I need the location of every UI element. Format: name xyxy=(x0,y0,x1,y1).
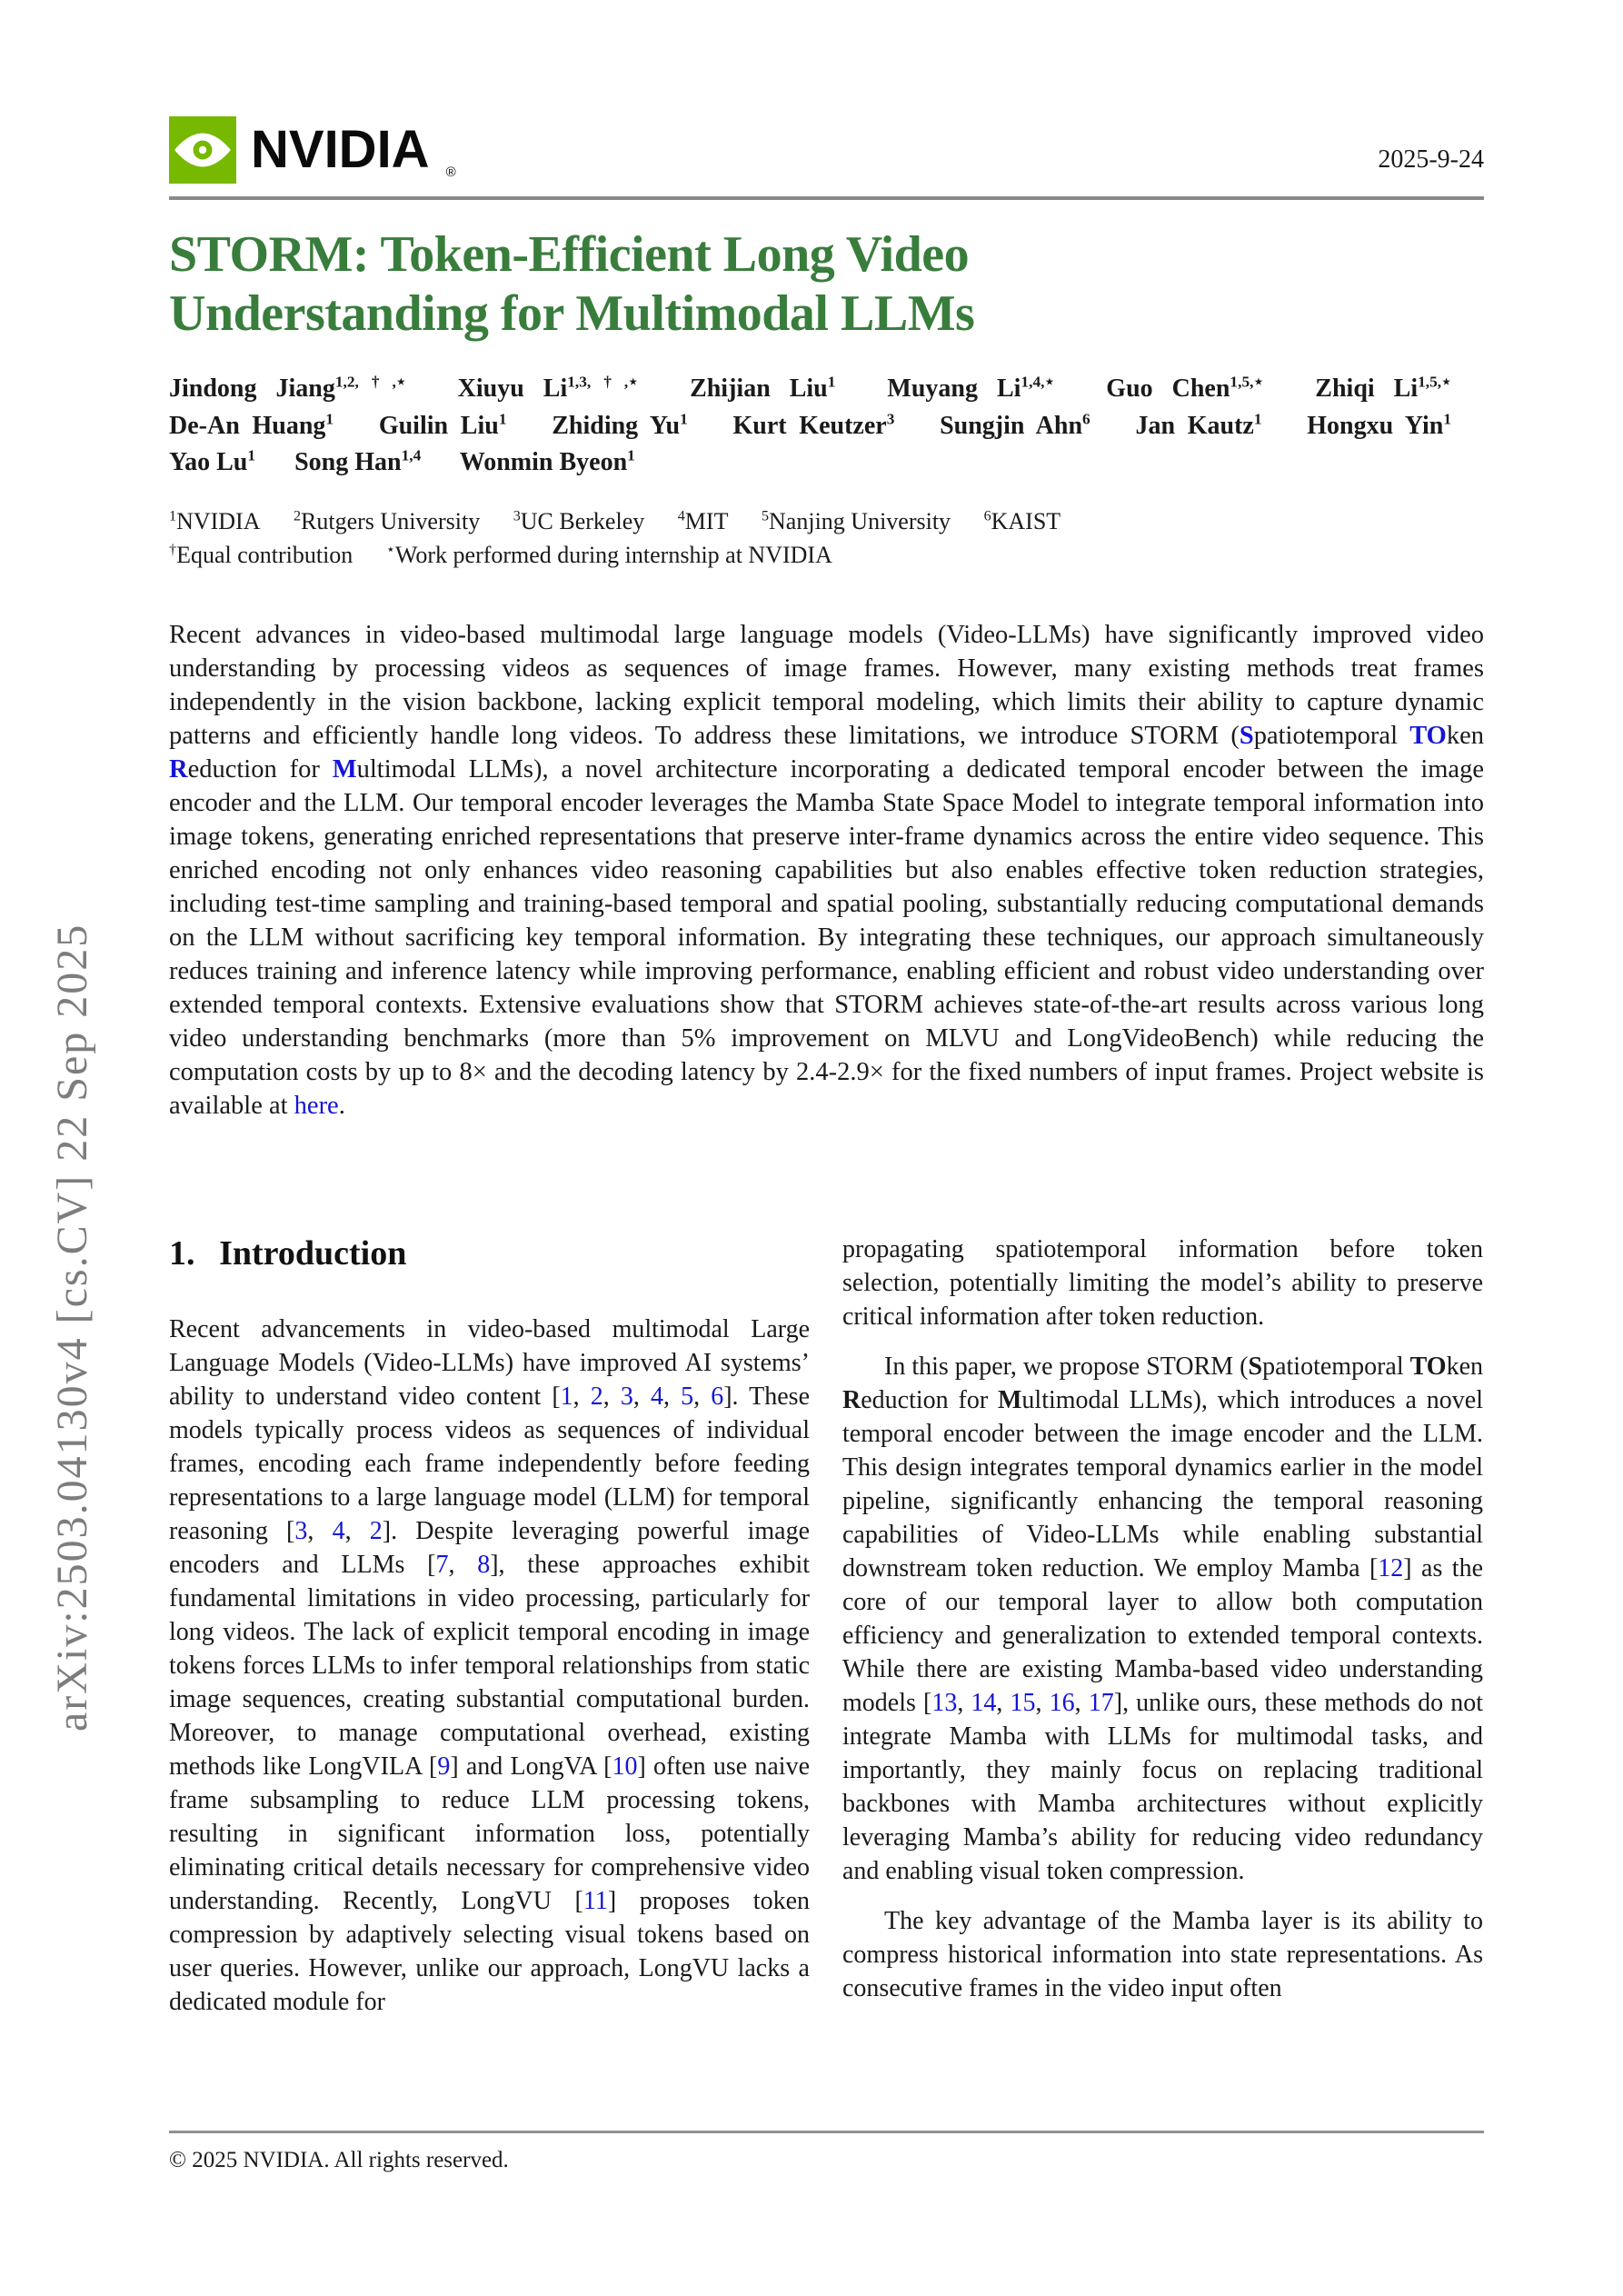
text-segment: ]. These models typically process videos as sequences of individual frames, encoding each frame independently before feeding representations to a large language model (LLM) for temporal reasoning [ xyxy=(169,1382,811,1545)
author-name: De-An Huang$^1$ xyxy=(169,410,334,440)
intro-right-paragraph-3 xyxy=(842,1904,1483,2005)
citation-link[interactable]: 4 xyxy=(651,1382,663,1411)
text-segment: . xyxy=(338,1092,345,1120)
citation-link[interactable]: 11 xyxy=(582,1886,608,1915)
author-name: Song Han$^{1,4}$ xyxy=(294,446,422,477)
author-name: Jan Kautz$^1$ xyxy=(1135,410,1262,440)
text-segment: ] as the core of our temporal layer to allow both computation efficiency and generalization to extended temporal contexts. While there are existing Mamba-based video understanding models [ xyxy=(842,1554,1483,1717)
text-segment: , xyxy=(957,1689,971,1717)
affiliation: $^2$Rutgers University xyxy=(293,508,481,534)
text-segment: , xyxy=(307,1516,333,1545)
left-column xyxy=(169,1233,810,2019)
text-segment: S xyxy=(1248,1353,1263,1381)
text-segment: Recent advances in video-based multimodal large language models (Video-LLMs) have significantly improved video understanding by processing videos as sequences of image frames. However, many existing methods treat frames independently in the vision backbone, lacking explicit temporal modeling, which limits their ability to capture dynamic patterns and efficiently handle long videos. To address these limitations, we introduce STORM ( xyxy=(169,621,1484,750)
text-segment: The key advantage of the Mamba layer is its ability to compress historical information into state representations. As consecutive frames in the video input often xyxy=(842,1907,1483,2002)
arxiv-watermark: arXiv:2503.04130v4 [cs.CV] 22 Sep 2025 xyxy=(48,923,96,1732)
text-segment: patiotemporal xyxy=(1262,1353,1410,1381)
text-segment: , xyxy=(1035,1689,1050,1717)
text-segment: In this paper, we propose STORM ( xyxy=(884,1353,1249,1381)
affiliation-line xyxy=(169,505,1484,539)
nvidia-eye-icon xyxy=(169,116,236,184)
text-segment: ], these approaches exhibit fundamental limitations in video processing, particularly for long videos. The lack of explicit temporal encoding in image tokens forces LLMs to infer temporal relationships from static image sequences, creating substantial computational burden. Moreover, to manage computational overhead, existing methods like LongVILA [ xyxy=(169,1550,811,1781)
citation-link[interactable]: 17 xyxy=(1088,1689,1114,1717)
author-name: Zhiqi $Li^{1,5,⋆}$ xyxy=(1315,373,1452,403)
citation-link[interactable]: 3 xyxy=(620,1382,633,1411)
text-segment: , xyxy=(602,1382,621,1411)
text-segment: , xyxy=(632,1382,651,1411)
text-segment: eduction for xyxy=(187,755,333,784)
text-segment: ultimodal LLMs), which introduces a novel temporal encoder between the image encoder and the LLM. This design integrates temporal dynamics earlier in the model pipeline, significantly enhancing the temporal reasoning capabilities of Video-LLMs while enabling substantial downstream token reduction. We employ Mamba [ xyxy=(842,1386,1483,1582)
text-segment: ] often use naive frame subsampling to reduce LLM processing tokens, resulting in significant information loss, potentially eliminating critical details necessary for comprehensive video understanding. Recently, LongVU [ xyxy=(169,1752,811,1915)
right-column xyxy=(842,1233,1483,2019)
text-segment: patiotemporal xyxy=(1253,722,1410,750)
text-segment: TO xyxy=(1409,1353,1447,1381)
author-name: Kurt Keutzer$^3$ xyxy=(732,410,895,440)
text-segment: M xyxy=(332,755,357,784)
citation-link[interactable]: 13 xyxy=(931,1689,958,1717)
citation-link[interactable]: 6 xyxy=(711,1382,724,1411)
author-name: Zhijian Liu$^1$ xyxy=(690,373,836,403)
text-segment: R xyxy=(842,1386,861,1414)
text-segment: , xyxy=(693,1382,712,1411)
nvidia-logo xyxy=(169,116,456,184)
section-title: Introduction xyxy=(219,1234,407,1273)
author-name: Sungjin Ahn$^6$ xyxy=(940,410,1090,440)
text-segment: S xyxy=(1239,722,1254,750)
text-segment: ultimodal LLMs), a novel architecture incorporating a dedicated temporal encoder between the image encoder and the LLM. Our temporal encoder leverages the Mamba State Space Model to integrate temporal information into image tokens, generating enriched representations that preserve inter-frame dynamics across the entire video sequence. This enriched encoding not only enhances video reasoning capabilities but also enables effective token reduction strategies, including test-time sampling and training-based temporal and spatial pooling, substantially reducing computational demands on the LLM without sacrificing key temporal information. By integrating these techniques, our approach simultaneously reduces training and inference latency while improving performance, enabling efficient and robust video understanding over extended temporal contexts. Extensive evaluations show that STORM achieves state-of-the-art results across various long video understanding benchmarks (more than 5% improvement on MLVU and LongVideoBench) while reducing the computation costs by up to 8× and the decoding latency by 2.4-2.9× for the fixed numbers of input frames. Project website is available at xyxy=(169,755,1484,1120)
text-segment: ] and LongVA [ xyxy=(450,1752,612,1781)
text-segment: Recent advancements in video-based multimodal Large Language Models (Video-LLMs) have improved AI systems’ ability to understand video content [ xyxy=(169,1314,810,1411)
contribution-note: †Equal contribution xyxy=(169,541,353,568)
section-number: 1. xyxy=(169,1234,195,1273)
citation-link[interactable]: here xyxy=(294,1092,339,1120)
citation-link[interactable]: 5 xyxy=(681,1382,694,1411)
affiliation: $^3$UC Berkeley xyxy=(513,508,645,534)
author-name: Muyang $Li^{1,4,⋆}$ xyxy=(887,373,1055,403)
intro-right-paragraph-2 xyxy=(842,1350,1483,1888)
paper-title xyxy=(169,225,1484,344)
author-name: Yao Lu$^1$ xyxy=(169,446,256,477)
citation-link[interactable]: 16 xyxy=(1049,1689,1075,1717)
citation-link[interactable]: 3 xyxy=(294,1516,308,1545)
citation-link[interactable]: 14 xyxy=(971,1689,997,1717)
abstract-paragraph xyxy=(169,618,1484,1123)
citation-link[interactable]: 8 xyxy=(477,1550,491,1579)
copyright-notice: © 2025 NVIDIA. All rights reserved. xyxy=(169,2148,509,2172)
affiliation: $^6$KAIST xyxy=(983,508,1061,534)
text-segment: , xyxy=(344,1516,370,1545)
contribution-note: ⋆Work performed during internship at NVIDIA xyxy=(385,541,832,568)
text-segment: propagating spatiotemporal information before token selection, potentially limiting the model’s ability to preserve critical information after token reduction. xyxy=(842,1235,1483,1331)
introduction-section xyxy=(169,1233,1484,2019)
intro-right-paragraph-1 xyxy=(842,1233,1483,1333)
text-segment: , xyxy=(996,1689,1011,1717)
author-name: Wonmin Byeon$^1$ xyxy=(459,446,635,477)
citation-link[interactable]: 2 xyxy=(369,1516,383,1545)
text-segment: ken xyxy=(1446,722,1485,750)
paper-title-line1: STORM: Token-Efficient Long Video xyxy=(169,226,970,283)
citation-link[interactable]: 12 xyxy=(1378,1554,1404,1582)
author-name: Hongxu Yin$^1$ xyxy=(1307,410,1452,440)
text-segment: TO xyxy=(1409,722,1447,750)
affiliation: $^1$NVIDIA xyxy=(169,508,261,534)
text-segment: M xyxy=(997,1386,1022,1414)
author-name: Jindong Jiang$^{1,2,\dagger,⋆}$ xyxy=(169,373,406,403)
author-list xyxy=(169,371,1484,482)
author-name: Xiuyu $Li^{1,3,\dagger,⋆}$ xyxy=(457,373,639,403)
intro-left-paragraph xyxy=(169,1313,810,2019)
citation-link[interactable]: 1 xyxy=(560,1382,573,1411)
text-segment: ] proposes token compression by adaptively selecting visual tokens based on user queries. However, unlike our approach, LongVU lacks a dedicated module for xyxy=(169,1886,811,2016)
citation-link[interactable]: 9 xyxy=(437,1752,451,1781)
nvidia-wordmark: NVIDIA xyxy=(251,120,430,179)
section-heading-introduction xyxy=(169,1234,810,1274)
text-segment: ]. Despite leveraging powerful image encoders and LLMs [ xyxy=(169,1516,811,1579)
author-name: Guo Chen$^{1,5,⋆}$ xyxy=(1106,373,1264,403)
affiliations-block xyxy=(169,505,1484,573)
citation-link[interactable]: 15 xyxy=(1010,1689,1036,1717)
text-segment: ], unlike ours, these methods do not integrate Mamba with LLMs for multimodal tasks, and importantly, they mainly focus on replacing traditional backbones with Mamba architectures without explicitly leveraging Mamba’s ability for reducing video redundancy and enabling visual token compression. xyxy=(842,1689,1484,1885)
text-segment: ken xyxy=(1446,1353,1484,1381)
registered-mark: ® xyxy=(445,165,456,180)
citation-link[interactable]: 2 xyxy=(590,1382,603,1411)
text-segment: eduction for xyxy=(861,1386,998,1414)
citation-link[interactable]: 7 xyxy=(435,1550,449,1579)
page-header xyxy=(169,116,1484,184)
text-segment: R xyxy=(169,755,188,784)
contribution-notes-line xyxy=(169,539,1484,573)
author-name: Guilin Liu$^1$ xyxy=(378,410,507,440)
author-name: Zhiding Yu$^1$ xyxy=(552,410,688,440)
text-segment: , xyxy=(663,1382,682,1411)
affiliation: $^4$MIT xyxy=(677,508,729,534)
header-divider xyxy=(169,196,1484,200)
text-segment: , xyxy=(448,1550,478,1579)
citation-link[interactable]: 10 xyxy=(612,1752,638,1781)
page-footer xyxy=(169,2131,1484,2173)
affiliation: $^5$Nanjing University xyxy=(761,508,951,534)
text-segment: , xyxy=(1074,1689,1089,1717)
paper-title-line2: Understanding for Multimodal LLMs xyxy=(169,285,975,342)
text-segment: , xyxy=(573,1382,591,1411)
citation-link[interactable]: 4 xyxy=(332,1516,345,1545)
paper-date: 2025-9-24 xyxy=(1378,145,1484,174)
